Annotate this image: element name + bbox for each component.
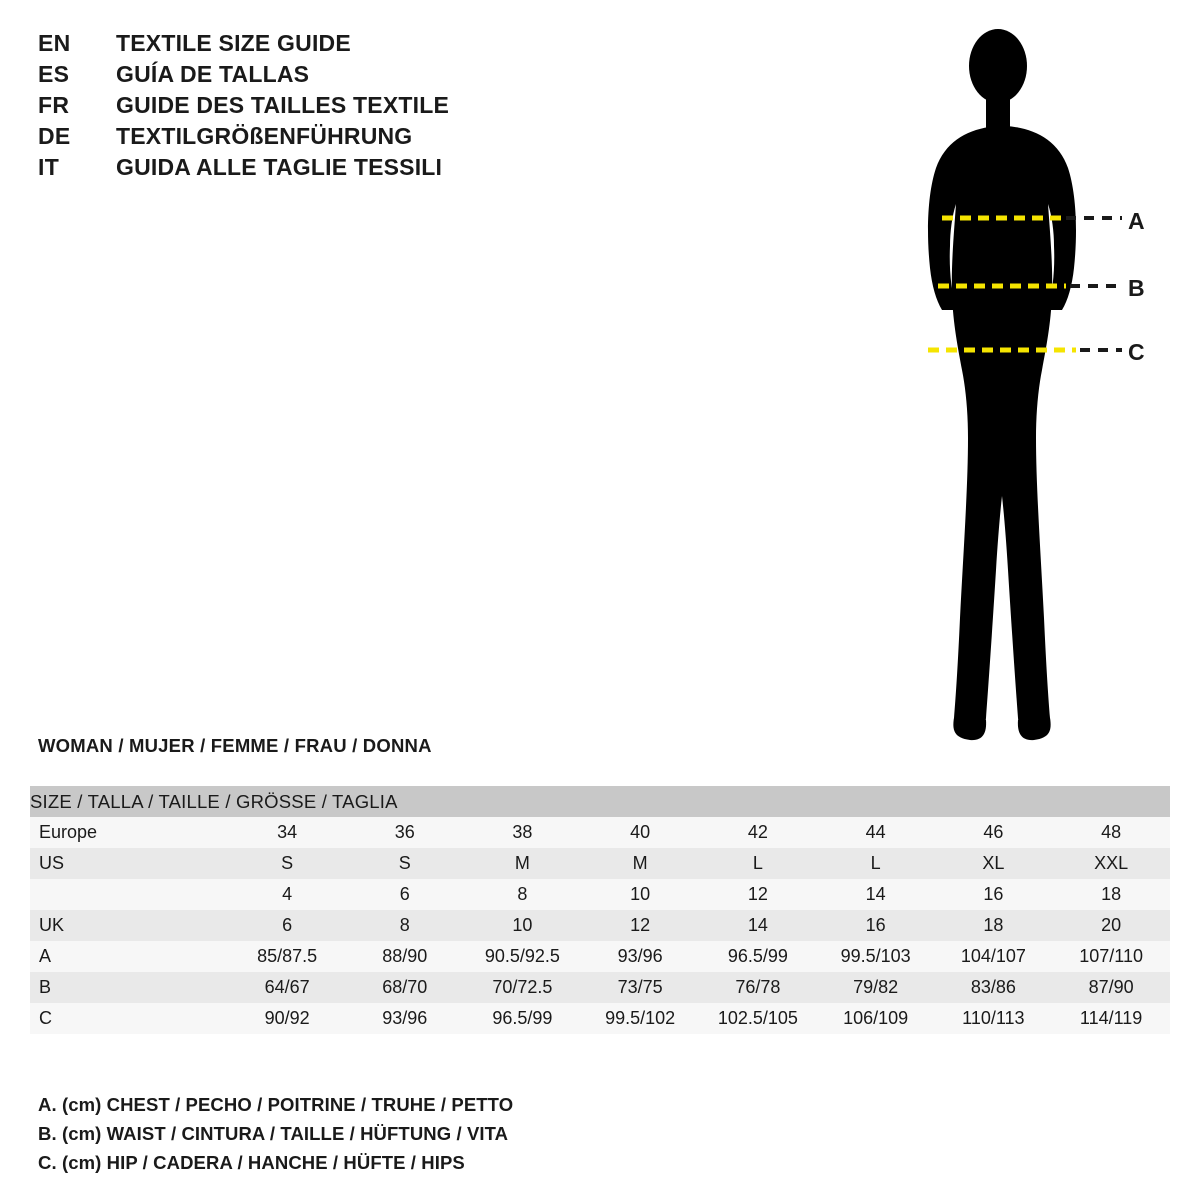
table-row — [30, 941, 1170, 972]
cell: 93/96 — [346, 1003, 464, 1034]
cell: 88/90 — [346, 941, 464, 972]
title-text-de: TEXTILGRÖßENFÜHRUNG — [116, 123, 413, 149]
cell: 14 — [817, 879, 935, 910]
cell: 18 — [935, 910, 1053, 941]
cell: 85/87.5 — [228, 941, 346, 972]
table-row — [30, 910, 1170, 941]
title-lang-en: EN — [38, 30, 71, 56]
table-header-row — [30, 786, 1170, 817]
table-header-cell: SIZE / TALLA / TAILLE / GRÖSSE / TAGLIA — [30, 786, 1170, 817]
footnote-a: A. (cm) CHEST / PECHO / POITRINE / TRUHE / PETTO — [38, 1094, 514, 1115]
cell: 10 — [464, 910, 582, 941]
title-text-it: GUIDA ALLE TAGLIE TESSILI — [116, 154, 443, 180]
row-label-us-numeric — [30, 879, 228, 910]
cell: 14 — [699, 910, 817, 941]
cell: 38 — [464, 817, 582, 848]
table-row — [30, 879, 1170, 910]
female-silhouette-icon — [850, 18, 1180, 748]
cell: 99.5/102 — [581, 1003, 699, 1034]
title-text-es: GUÍA DE TALLAS — [116, 61, 310, 87]
cell: 8 — [346, 910, 464, 941]
table-row — [30, 817, 1170, 848]
cell: XL — [935, 848, 1053, 879]
cell: 12 — [581, 910, 699, 941]
footnote-b: B. (cm) WAIST / CINTURA / TAILLE / HÜFTUNG / VITA — [38, 1123, 509, 1144]
cell: L — [699, 848, 817, 879]
cell: S — [346, 848, 464, 879]
row-label-b: B — [30, 972, 228, 1003]
cell: 87/90 — [1052, 972, 1170, 1003]
cell: 68/70 — [346, 972, 464, 1003]
title-text-fr: GUIDE DES TAILLES TEXTILE — [116, 92, 449, 118]
figure-label-b: B — [1128, 275, 1145, 301]
cell: 110/113 — [935, 1003, 1053, 1034]
row-label-a: A — [30, 941, 228, 972]
cell: 6 — [346, 879, 464, 910]
cell: M — [464, 848, 582, 879]
footnotes — [38, 1090, 738, 1177]
section-heading-woman: WOMAN / MUJER / FEMME / FRAU / DONNA — [38, 735, 432, 756]
row-label-c: C — [30, 1003, 228, 1034]
cell: 106/109 — [817, 1003, 935, 1034]
cell: 48 — [1052, 817, 1170, 848]
table-row — [30, 972, 1170, 1003]
title-lang-es: ES — [38, 61, 70, 87]
footnote-c: C. (cm) HIP / CADERA / HANCHE / HÜFTE / HIPS — [38, 1152, 465, 1173]
title-block — [38, 30, 558, 185]
title-lang-it: IT — [38, 154, 60, 180]
table-row — [30, 1003, 1170, 1034]
table-row — [30, 848, 1170, 879]
cell: 6 — [228, 910, 346, 941]
cell: 36 — [346, 817, 464, 848]
figure-label-c: C — [1128, 339, 1145, 365]
title-row-en — [38, 30, 558, 61]
cell: 16 — [935, 879, 1053, 910]
cell: 20 — [1052, 910, 1170, 941]
cell: 83/86 — [935, 972, 1053, 1003]
cell: 40 — [581, 817, 699, 848]
cell: S — [228, 848, 346, 879]
title-row-fr — [38, 92, 558, 123]
cell: 73/75 — [581, 972, 699, 1003]
cell: 4 — [228, 879, 346, 910]
cell: 76/78 — [699, 972, 817, 1003]
cell: L — [817, 848, 935, 879]
cell: 34 — [228, 817, 346, 848]
cell: 18 — [1052, 879, 1170, 910]
cell: XXL — [1052, 848, 1170, 879]
cell: 8 — [464, 879, 582, 910]
cell: 90.5/92.5 — [464, 941, 582, 972]
cell: 93/96 — [581, 941, 699, 972]
row-label-europe: Europe — [30, 817, 228, 848]
cell: 46 — [935, 817, 1053, 848]
cell: 104/107 — [935, 941, 1053, 972]
cell: 70/72.5 — [464, 972, 582, 1003]
cell: 16 — [817, 910, 935, 941]
cell: 99.5/103 — [817, 941, 935, 972]
cell: 12 — [699, 879, 817, 910]
figure-label-a: A — [1128, 208, 1145, 234]
size-table — [30, 786, 1170, 1034]
cell: 96.5/99 — [699, 941, 817, 972]
cell: 42 — [699, 817, 817, 848]
title-row-de — [38, 123, 558, 154]
cell: 102.5/105 — [699, 1003, 817, 1034]
title-row-es — [38, 61, 558, 92]
cell: 64/67 — [228, 972, 346, 1003]
title-lang-de: DE — [38, 123, 71, 149]
cell: 114/119 — [1052, 1003, 1170, 1034]
title-lang-fr: FR — [38, 92, 70, 118]
body-measurement-figure — [850, 18, 1180, 748]
cell: M — [581, 848, 699, 879]
cell: 107/110 — [1052, 941, 1170, 972]
cell: 90/92 — [228, 1003, 346, 1034]
cell: 96.5/99 — [464, 1003, 582, 1034]
row-label-us: US — [30, 848, 228, 879]
cell: 10 — [581, 879, 699, 910]
title-text-en: TEXTILE SIZE GUIDE — [116, 30, 351, 56]
row-label-uk: UK — [30, 910, 228, 941]
cell: 79/82 — [817, 972, 935, 1003]
title-row-it — [38, 154, 558, 185]
cell: 44 — [817, 817, 935, 848]
